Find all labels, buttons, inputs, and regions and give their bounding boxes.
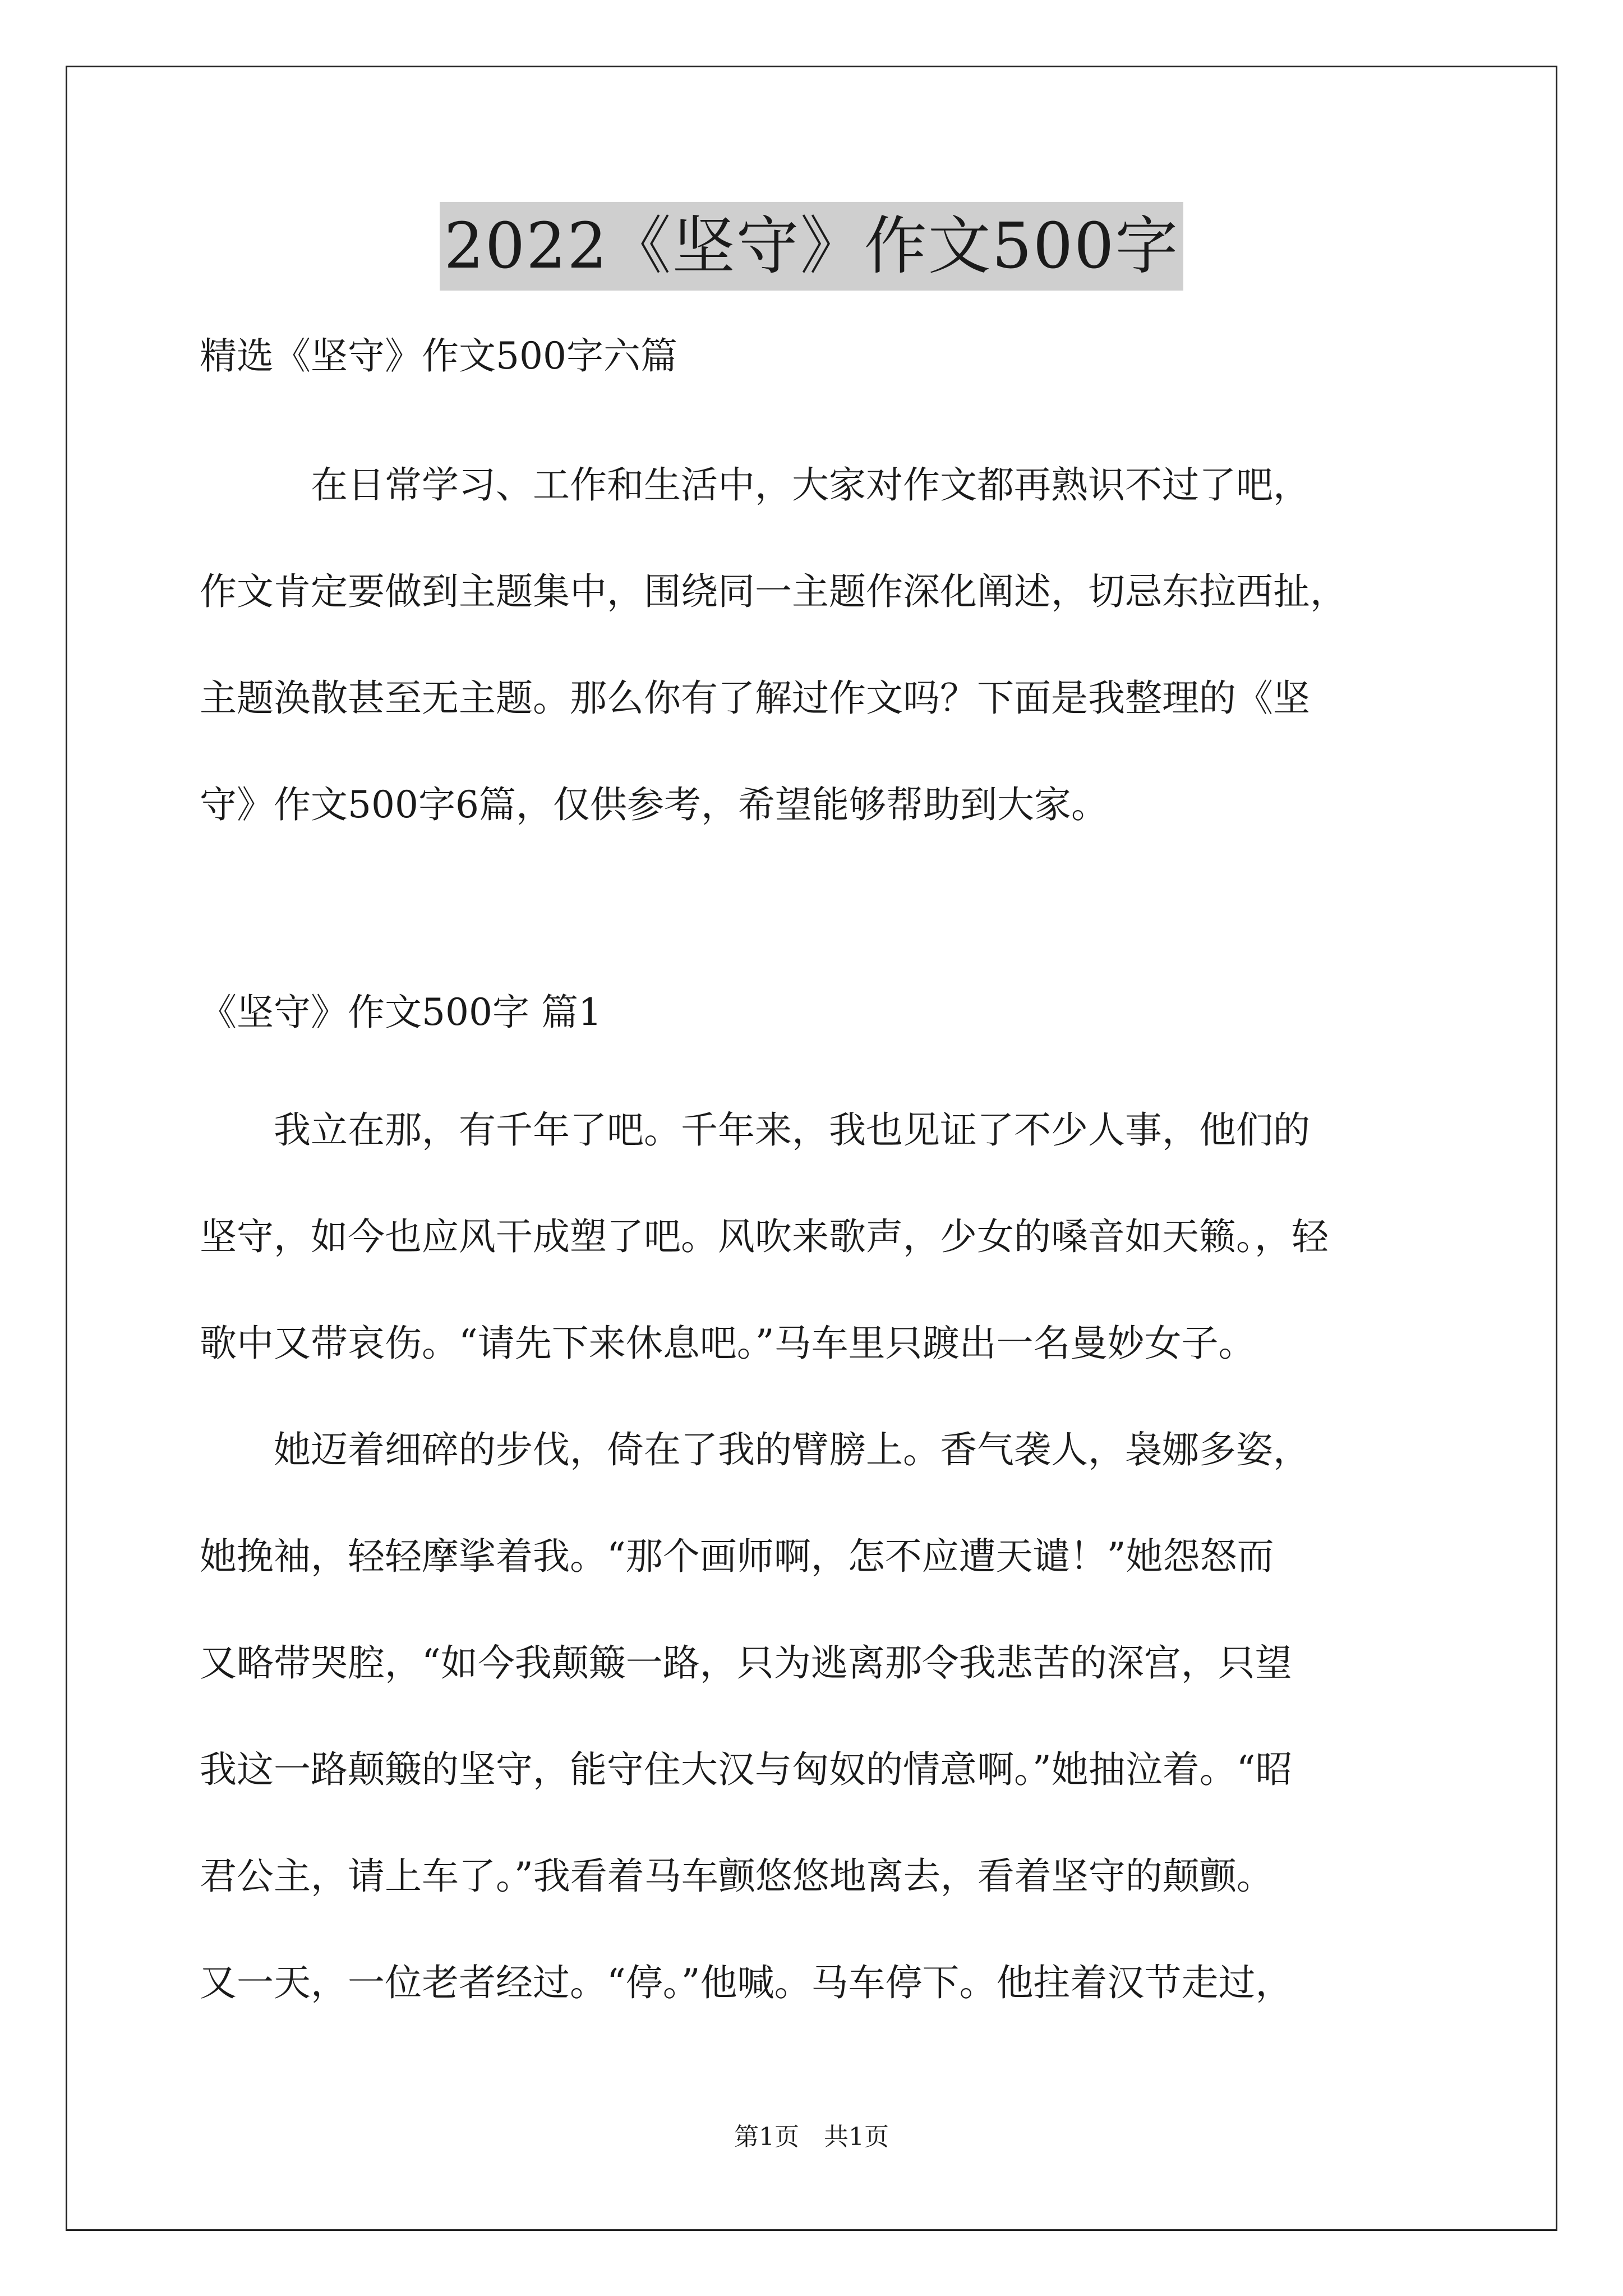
intro-line: 作文肯定要做到主题集中，围绕同一主题作深化阐述，切忌东拉西扯， [200,570,1347,613]
story-line: 又略带哭腔，“如今我颠簸一路，只为逃离那令我悲苦的深宫，只望 [200,1641,1292,1685]
story-body [200,1077,1433,2036]
intro-line: 守》作文500字6篇，仅供参考，希望能够帮助到大家。 [200,783,1108,826]
section-heading: 《坚守》作文500字 篇1 [200,991,602,1034]
story-line: 她迈着细碎的步伐，倚在了我的臂膀上。香气袭人，袅娜多姿， [200,1428,1310,1471]
document-subtitle: 精选《坚守》作文500字六篇 [200,334,677,378]
title-wrapper [0,202,1623,291]
story-line: 歌中又带哀伤。“请先下来休息吧。”马车里只踱出一名曼妙女子。 [200,1322,1256,1365]
story-line: 她挽袖，轻轻摩挲着我。“那个画师啊，怎不应遭天谴！”她怨怒而 [200,1535,1274,1578]
intro-line: 在日常学习、工作和生活中，大家对作文都再熟识不过了吧， [200,463,1310,507]
story-line: 坚守，如今也应风干成塑了吧。风吹来歌声，少女的嗓音如天籁。，轻 [200,1215,1329,1258]
story-line: 我立在那，有千年了吧。千年来，我也见证了不少人事，他们的 [200,1108,1310,1152]
page-footer: 第1页 共1页 [734,2123,889,2151]
intro-paragraph [200,432,1433,858]
story-line: 我这一路颠簸的坚守，能守住大汉与匈奴的情意啊。”她抽泣着。“昭 [200,1748,1293,1791]
intro-line: 主题涣散甚至无主题。那么你有了解过作文吗？下面是我整理的《坚 [200,677,1310,720]
story-line: 君公主，请上车了。”我看着马车颤悠悠地离去，看着坚守的颠颤。 [200,1855,1274,1898]
document-title: 2022《坚守》作文500字 [440,202,1184,291]
story-line: 又一天，一位老者经过。“停。”他喊。马车停下。他拄着汉节走过， [200,1961,1293,2004]
